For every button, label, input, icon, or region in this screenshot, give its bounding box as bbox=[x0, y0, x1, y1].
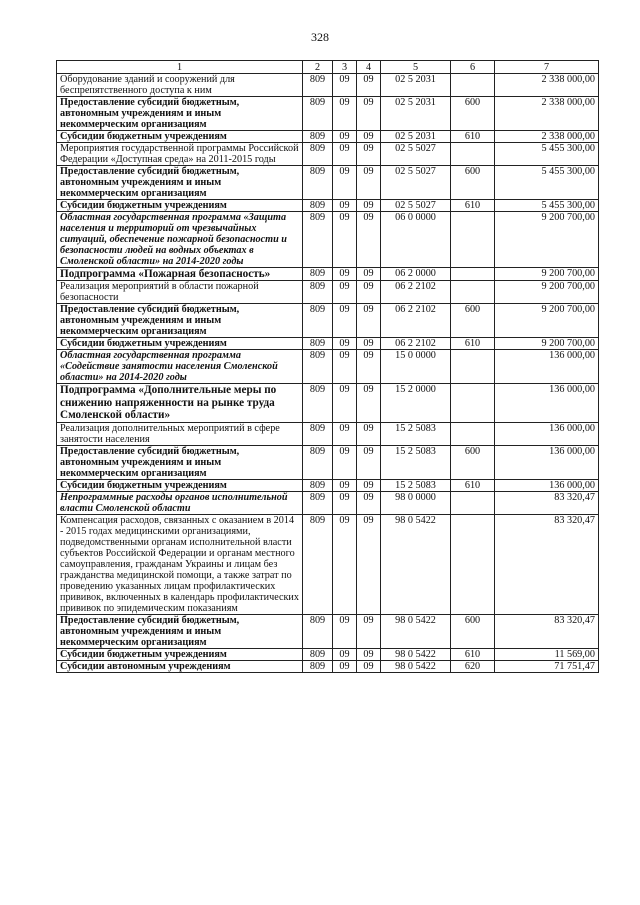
row-code-subsection: 09 bbox=[357, 614, 381, 648]
row-code-ministry: 809 bbox=[303, 212, 333, 268]
row-expense-type: 600 bbox=[451, 166, 495, 200]
row-expense-type bbox=[451, 350, 495, 384]
row-code-ministry: 809 bbox=[303, 660, 333, 672]
row-name: Реализация мероприятий в области пожарной безопасности bbox=[57, 281, 303, 304]
table-row bbox=[57, 166, 599, 200]
row-expense-type bbox=[451, 281, 495, 304]
row-code-subsection: 09 bbox=[357, 268, 381, 281]
row-expense-type: 610 bbox=[451, 131, 495, 143]
row-name: Предоставление субсидий бюджетным, автономным учреждениям и иным некоммерческим организациям bbox=[57, 304, 303, 338]
row-code-subsection: 09 bbox=[357, 660, 381, 672]
row-target-article: 98 0 5422 bbox=[381, 514, 451, 614]
row-code-section: 09 bbox=[333, 281, 357, 304]
table-row bbox=[57, 491, 599, 514]
row-code-section: 09 bbox=[333, 350, 357, 384]
row-amount: 83 320,47 bbox=[495, 491, 599, 514]
row-code-section: 09 bbox=[333, 422, 357, 445]
row-expense-type bbox=[451, 491, 495, 514]
table-row bbox=[57, 131, 599, 143]
row-expense-type: 610 bbox=[451, 338, 495, 350]
row-name: Предоставление субсидий бюджетным, автономным учреждениям и иным некоммерческим организациям bbox=[57, 166, 303, 200]
row-expense-type: 610 bbox=[451, 200, 495, 212]
row-code-subsection: 09 bbox=[357, 422, 381, 445]
row-amount: 2 338 000,00 bbox=[495, 74, 599, 97]
row-amount: 136 000,00 bbox=[495, 384, 599, 422]
row-amount: 5 455 300,00 bbox=[495, 200, 599, 212]
row-code-subsection: 09 bbox=[357, 350, 381, 384]
row-expense-type bbox=[451, 384, 495, 422]
row-amount: 136 000,00 bbox=[495, 479, 599, 491]
row-name: Мероприятия государственной программы Российской Федерации «Доступная среда» на 2011-2015 годы bbox=[57, 143, 303, 166]
row-code-ministry: 809 bbox=[303, 350, 333, 384]
row-name: Предоставление субсидий бюджетным, автономным учреждениям и иным некоммерческим организациям bbox=[57, 614, 303, 648]
row-target-article: 02 5 5027 bbox=[381, 166, 451, 200]
row-target-article: 06 2 2102 bbox=[381, 281, 451, 304]
row-target-article: 02 5 2031 bbox=[381, 74, 451, 97]
row-target-article: 98 0 5422 bbox=[381, 660, 451, 672]
row-amount: 83 320,47 bbox=[495, 514, 599, 614]
row-target-article: 98 0 5422 bbox=[381, 614, 451, 648]
row-name: Оборудование зданий и сооружений для беспрепятственного доступа к ним bbox=[57, 74, 303, 97]
row-expense-type bbox=[451, 268, 495, 281]
row-code-ministry: 809 bbox=[303, 422, 333, 445]
row-name: Субсидии бюджетным учреждениям bbox=[57, 131, 303, 143]
row-code-ministry: 809 bbox=[303, 445, 333, 479]
row-code-ministry: 809 bbox=[303, 304, 333, 338]
row-amount: 9 200 700,00 bbox=[495, 281, 599, 304]
row-target-article: 06 2 2102 bbox=[381, 304, 451, 338]
row-expense-type: 610 bbox=[451, 648, 495, 660]
row-name: Субсидии автономным учреждениям bbox=[57, 660, 303, 672]
row-code-ministry: 809 bbox=[303, 131, 333, 143]
row-code-section: 09 bbox=[333, 491, 357, 514]
row-target-article: 02 5 5027 bbox=[381, 143, 451, 166]
row-expense-type: 600 bbox=[451, 304, 495, 338]
table-row bbox=[57, 74, 599, 97]
table-row bbox=[57, 97, 599, 131]
row-code-section: 09 bbox=[333, 338, 357, 350]
header-col-1: 1 bbox=[57, 61, 303, 74]
row-code-section: 09 bbox=[333, 268, 357, 281]
row-amount: 5 455 300,00 bbox=[495, 166, 599, 200]
row-code-section: 09 bbox=[333, 212, 357, 268]
row-amount: 9 200 700,00 bbox=[495, 268, 599, 281]
row-target-article: 02 5 5027 bbox=[381, 200, 451, 212]
row-code-subsection: 09 bbox=[357, 338, 381, 350]
row-target-article: 06 2 2102 bbox=[381, 338, 451, 350]
row-code-section: 09 bbox=[333, 131, 357, 143]
row-target-article: 15 2 5083 bbox=[381, 422, 451, 445]
header-col-5: 5 bbox=[381, 61, 451, 74]
row-code-subsection: 09 bbox=[357, 200, 381, 212]
row-target-article: 15 2 0000 bbox=[381, 384, 451, 422]
row-name: Подпрограмма «Пожарная безопасность» bbox=[57, 268, 303, 281]
header-col-2: 2 bbox=[303, 61, 333, 74]
row-expense-type: 600 bbox=[451, 97, 495, 131]
row-name: Подпрограмма «Дополнительные меры по снижению напряженности на рынке труда Смоленской области» bbox=[57, 384, 303, 422]
row-code-ministry: 809 bbox=[303, 281, 333, 304]
row-code-subsection: 09 bbox=[357, 212, 381, 268]
row-amount: 2 338 000,00 bbox=[495, 131, 599, 143]
row-name: Компенсация расходов, связанных с оказанием в 2014 - 2015 годах медицинскими организациями, подведомственными органам исполнительной власти субъектов Российской Федерации и органам местного самоуправления, гражданам Украины и лицам без гражданства медицинской помощи, а также затрат по проведению указанных лицам профилактических прививок, включенных в календарь профилактических прививок по эпидемическим показаниям bbox=[57, 514, 303, 614]
row-expense-type: 600 bbox=[451, 445, 495, 479]
row-expense-type bbox=[451, 74, 495, 97]
row-code-ministry: 809 bbox=[303, 491, 333, 514]
row-code-ministry: 809 bbox=[303, 648, 333, 660]
row-code-subsection: 09 bbox=[357, 304, 381, 338]
row-code-subsection: 09 bbox=[357, 648, 381, 660]
table-row bbox=[57, 445, 599, 479]
row-code-subsection: 09 bbox=[357, 97, 381, 131]
table-row bbox=[57, 268, 599, 281]
row-code-ministry: 809 bbox=[303, 268, 333, 281]
row-amount: 136 000,00 bbox=[495, 350, 599, 384]
table-row bbox=[57, 422, 599, 445]
table-header-row bbox=[57, 61, 599, 74]
row-code-subsection: 09 bbox=[357, 131, 381, 143]
table-row bbox=[57, 200, 599, 212]
table-row bbox=[57, 143, 599, 166]
row-code-section: 09 bbox=[333, 384, 357, 422]
row-target-article: 98 0 0000 bbox=[381, 491, 451, 514]
table-body bbox=[57, 74, 599, 673]
row-code-ministry: 809 bbox=[303, 338, 333, 350]
table-row bbox=[57, 304, 599, 338]
row-expense-type: 600 bbox=[451, 614, 495, 648]
row-amount: 2 338 000,00 bbox=[495, 97, 599, 131]
row-name: Субсидии бюджетным учреждениям bbox=[57, 200, 303, 212]
row-name: Субсидии бюджетным учреждениям bbox=[57, 479, 303, 491]
table-row bbox=[57, 479, 599, 491]
row-code-ministry: 809 bbox=[303, 514, 333, 614]
row-expense-type bbox=[451, 143, 495, 166]
table-row bbox=[57, 338, 599, 350]
header-col-7: 7 bbox=[495, 61, 599, 74]
row-expense-type bbox=[451, 422, 495, 445]
row-amount: 136 000,00 bbox=[495, 445, 599, 479]
row-code-subsection: 09 bbox=[357, 514, 381, 614]
row-code-subsection: 09 bbox=[357, 445, 381, 479]
row-code-section: 09 bbox=[333, 648, 357, 660]
row-target-article: 06 2 0000 bbox=[381, 268, 451, 281]
row-code-section: 09 bbox=[333, 479, 357, 491]
row-target-article: 98 0 5422 bbox=[381, 648, 451, 660]
row-code-section: 09 bbox=[333, 143, 357, 166]
row-code-section: 09 bbox=[333, 74, 357, 97]
row-code-subsection: 09 bbox=[357, 384, 381, 422]
row-amount: 136 000,00 bbox=[495, 422, 599, 445]
table-row bbox=[57, 384, 599, 422]
row-target-article: 06 0 0000 bbox=[381, 212, 451, 268]
row-code-subsection: 09 bbox=[357, 479, 381, 491]
row-code-section: 09 bbox=[333, 97, 357, 131]
row-code-section: 09 bbox=[333, 514, 357, 614]
row-code-ministry: 809 bbox=[303, 614, 333, 648]
table-row bbox=[57, 350, 599, 384]
page-number: 328 bbox=[311, 30, 329, 44]
table-row bbox=[57, 212, 599, 268]
row-expense-type: 610 bbox=[451, 479, 495, 491]
header-col-4: 4 bbox=[357, 61, 381, 74]
row-amount: 71 751,47 bbox=[495, 660, 599, 672]
row-amount: 9 200 700,00 bbox=[495, 304, 599, 338]
row-amount: 11 569,00 bbox=[495, 648, 599, 660]
table-row bbox=[57, 281, 599, 304]
row-amount: 9 200 700,00 bbox=[495, 338, 599, 350]
row-code-subsection: 09 bbox=[357, 143, 381, 166]
row-expense-type bbox=[451, 514, 495, 614]
row-amount: 9 200 700,00 bbox=[495, 212, 599, 268]
row-code-section: 09 bbox=[333, 614, 357, 648]
row-code-section: 09 bbox=[333, 660, 357, 672]
row-code-ministry: 809 bbox=[303, 200, 333, 212]
row-code-section: 09 bbox=[333, 445, 357, 479]
row-name: Областная государственная программа «Содействие занятости населения Смоленской области» на 2014-2020 годы bbox=[57, 350, 303, 384]
row-expense-type: 620 bbox=[451, 660, 495, 672]
table-row bbox=[57, 648, 599, 660]
row-code-subsection: 09 bbox=[357, 166, 381, 200]
row-target-article: 15 2 5083 bbox=[381, 445, 451, 479]
row-name: Непрограммные расходы органов исполнительной власти Смоленской области bbox=[57, 491, 303, 514]
table-row bbox=[57, 514, 599, 614]
row-code-subsection: 09 bbox=[357, 281, 381, 304]
header-col-3: 3 bbox=[333, 61, 357, 74]
row-target-article: 15 0 0000 bbox=[381, 350, 451, 384]
row-code-subsection: 09 bbox=[357, 74, 381, 97]
table-row bbox=[57, 614, 599, 648]
row-code-ministry: 809 bbox=[303, 74, 333, 97]
row-amount: 5 455 300,00 bbox=[495, 143, 599, 166]
row-code-ministry: 809 bbox=[303, 166, 333, 200]
row-name: Областная государственная программа «Защита населения и территорий от чрезвычайных ситуаций, обеспечение пожарной безопасности и безопасности людей на водных объектах в Смоленской области» на 2014-2020 годы bbox=[57, 212, 303, 268]
row-amount: 83 320,47 bbox=[495, 614, 599, 648]
row-name: Субсидии бюджетным учреждениям bbox=[57, 338, 303, 350]
row-code-section: 09 bbox=[333, 166, 357, 200]
row-expense-type bbox=[451, 212, 495, 268]
row-code-ministry: 809 bbox=[303, 479, 333, 491]
row-target-article: 02 5 2031 bbox=[381, 97, 451, 131]
row-name: Предоставление субсидий бюджетным, автономным учреждениям и иным некоммерческим организациям bbox=[57, 97, 303, 131]
row-code-section: 09 bbox=[333, 304, 357, 338]
budget-table bbox=[56, 60, 599, 673]
row-name: Реализация дополнительных мероприятий в сфере занятости населения bbox=[57, 422, 303, 445]
row-name: Субсидии бюджетным учреждениям bbox=[57, 648, 303, 660]
row-code-ministry: 809 bbox=[303, 384, 333, 422]
table-row bbox=[57, 660, 599, 672]
row-target-article: 15 2 5083 bbox=[381, 479, 451, 491]
row-code-section: 09 bbox=[333, 200, 357, 212]
row-code-ministry: 809 bbox=[303, 97, 333, 131]
row-target-article: 02 5 2031 bbox=[381, 131, 451, 143]
row-code-subsection: 09 bbox=[357, 491, 381, 514]
header-col-6: 6 bbox=[451, 61, 495, 74]
row-code-ministry: 809 bbox=[303, 143, 333, 166]
row-name: Предоставление субсидий бюджетным, автономным учреждениям и иным некоммерческим организациям bbox=[57, 445, 303, 479]
